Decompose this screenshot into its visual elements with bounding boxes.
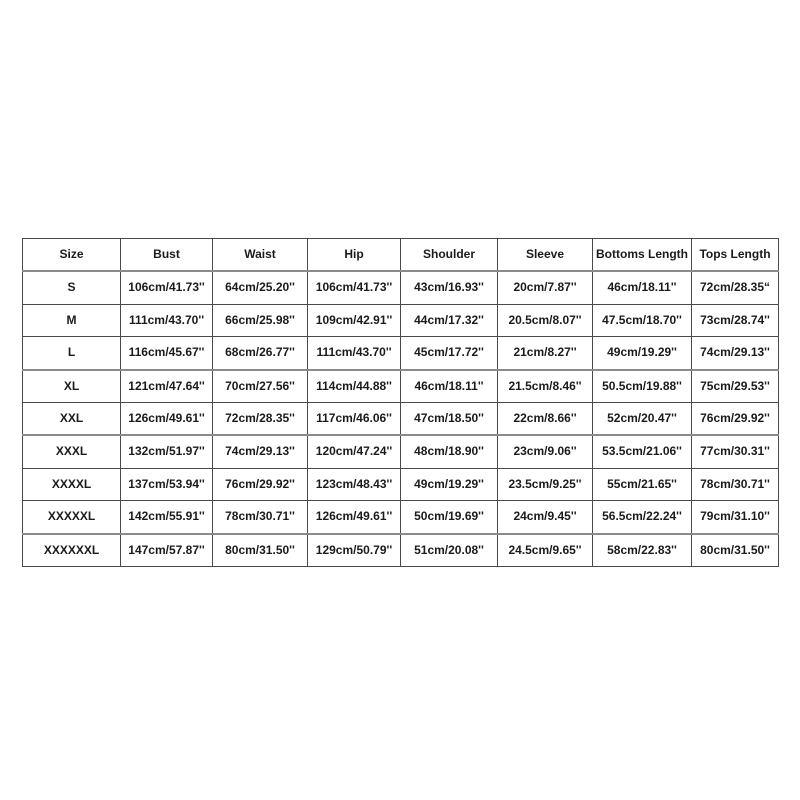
measurement-cell: 75cm/29.53'' [692,370,779,403]
measurement-cell: 21cm/8.27'' [498,337,593,370]
size-chart-container [22,238,778,567]
measurement-cell: 106cm/41.73'' [308,271,401,304]
measurement-cell: 56.5cm/22.24'' [593,501,692,534]
measurement-cell: 70cm/27.56'' [213,370,308,403]
header-cell-tops-length: Tops Length [692,239,779,272]
measurement-cell: 49cm/19.29'' [593,337,692,370]
measurement-cell: 120cm/47.24'' [308,435,401,468]
measurement-cell: 72cm/28.35'' [213,402,308,435]
measurement-cell: 73cm/28.74'' [692,304,779,336]
table-row-xxxxl [23,468,779,500]
size-cell: XL [23,370,121,403]
measurement-cell: 43cm/16.93'' [401,271,498,304]
measurement-cell: 49cm/19.29'' [401,468,498,500]
size-cell: XXXL [23,435,121,468]
table-row-m [23,304,779,336]
measurement-cell: 20cm/7.87'' [498,271,593,304]
measurement-cell: 64cm/25.20'' [213,271,308,304]
measurement-cell: 121cm/47.64'' [121,370,213,403]
measurement-cell: 66cm/25.98'' [213,304,308,336]
size-cell: M [23,304,121,336]
header-cell-bottoms-length: Bottoms Length [593,239,692,272]
measurement-cell: 137cm/53.94'' [121,468,213,500]
measurement-cell: 117cm/46.06'' [308,402,401,435]
header-cell-sleeve: Sleeve [498,239,593,272]
size-cell: XXXXXXL [23,534,121,567]
measurement-cell: 50cm/19.69'' [401,501,498,534]
measurement-cell: 80cm/31.50'' [213,534,308,567]
header-cell-waist: Waist [213,239,308,272]
measurement-cell: 68cm/26.77'' [213,337,308,370]
measurement-cell: 21.5cm/8.46'' [498,370,593,403]
measurement-cell: 46cm/18.11'' [401,370,498,403]
table-row-xxxxxxl [23,534,779,567]
measurement-cell: 52cm/20.47'' [593,402,692,435]
table-row-xxxl [23,435,779,468]
measurement-cell: 53.5cm/21.06'' [593,435,692,468]
measurement-cell: 76cm/29.92'' [692,402,779,435]
header-cell-bust: Bust [121,239,213,272]
measurement-cell: 44cm/17.32'' [401,304,498,336]
measurement-cell: 74cm/29.13'' [692,337,779,370]
measurement-cell: 22cm/8.66'' [498,402,593,435]
measurement-cell: 132cm/51.97'' [121,435,213,468]
size-cell: XXL [23,402,121,435]
measurement-cell: 46cm/18.11'' [593,271,692,304]
size-cell: L [23,337,121,370]
measurement-cell: 20.5cm/8.07'' [498,304,593,336]
measurement-cell: 111cm/43.70'' [308,337,401,370]
size-cell: S [23,271,121,304]
measurement-cell: 126cm/49.61'' [308,501,401,534]
table-row-xxxxxl [23,501,779,534]
measurement-cell: 114cm/44.88'' [308,370,401,403]
measurement-cell: 126cm/49.61'' [121,402,213,435]
measurement-cell: 79cm/31.10'' [692,501,779,534]
measurement-cell: 50.5cm/19.88'' [593,370,692,403]
measurement-cell: 106cm/41.73'' [121,271,213,304]
size-cell: XXXXL [23,468,121,500]
measurement-cell: 76cm/29.92'' [213,468,308,500]
measurement-cell: 47cm/18.50'' [401,402,498,435]
measurement-cell: 74cm/29.13'' [213,435,308,468]
measurement-cell: 129cm/50.79'' [308,534,401,567]
measurement-cell: 123cm/48.43'' [308,468,401,500]
measurement-cell: 147cm/57.87'' [121,534,213,567]
measurement-cell: 24cm/9.45'' [498,501,593,534]
measurement-cell: 109cm/42.91'' [308,304,401,336]
table-row-l [23,337,779,370]
table-row-xl [23,370,779,403]
measurement-cell: 142cm/55.91'' [121,501,213,534]
measurement-cell: 78cm/30.71'' [692,468,779,500]
size-chart-table [22,238,779,567]
header-cell-shoulder: Shoulder [401,239,498,272]
measurement-cell: 23.5cm/9.25'' [498,468,593,500]
measurement-cell: 80cm/31.50'' [692,534,779,567]
measurement-cell: 45cm/17.72'' [401,337,498,370]
measurement-cell: 24.5cm/9.65'' [498,534,593,567]
measurement-cell: 72cm/28.35“ [692,271,779,304]
measurement-cell: 77cm/30.31'' [692,435,779,468]
size-cell: XXXXXL [23,501,121,534]
table-row-s [23,271,779,304]
measurement-cell: 116cm/45.67'' [121,337,213,370]
measurement-cell: 23cm/9.06'' [498,435,593,468]
measurement-cell: 58cm/22.83'' [593,534,692,567]
measurement-cell: 111cm/43.70'' [121,304,213,336]
measurement-cell: 48cm/18.90'' [401,435,498,468]
measurement-cell: 55cm/21.65'' [593,468,692,500]
table-row-xxl [23,402,779,435]
measurement-cell: 78cm/30.71'' [213,501,308,534]
measurement-cell: 51cm/20.08'' [401,534,498,567]
header-cell-hip: Hip [308,239,401,272]
header-cell-size: Size [23,239,121,272]
measurement-cell: 47.5cm/18.70'' [593,304,692,336]
header-row [23,239,779,272]
